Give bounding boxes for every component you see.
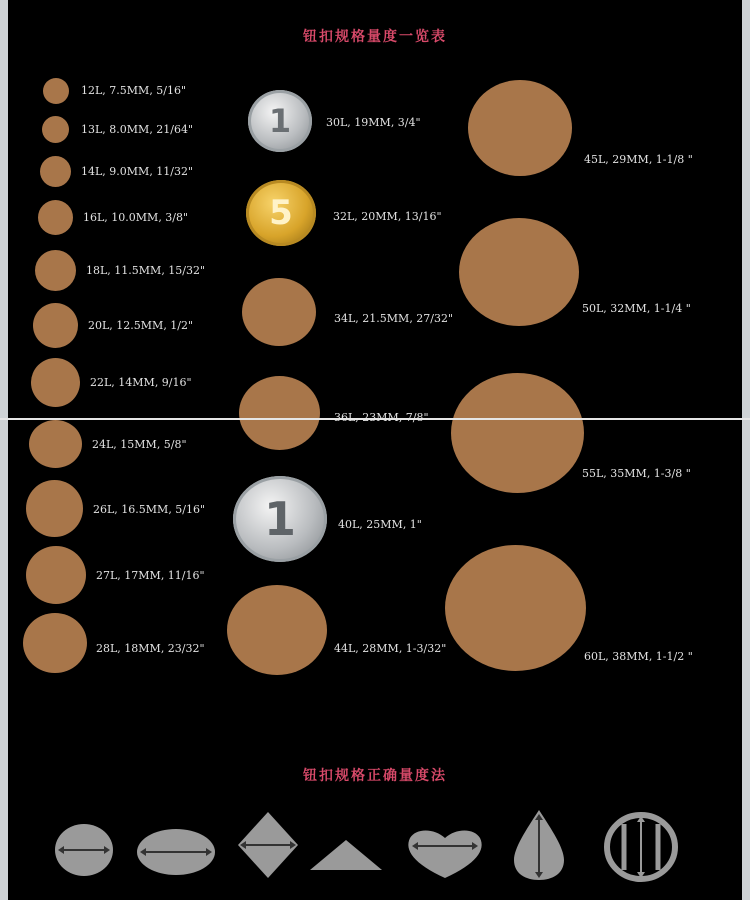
button-swatch-44l [227, 585, 327, 675]
size-label-50l: 50L, 32MM, 1-1/4 " [582, 302, 691, 315]
size-label-55l: 55L, 35MM, 1-3/8 " [582, 467, 691, 480]
button-swatch-14l [40, 156, 71, 187]
size-label-28l: 28L, 18MM, 23/32" [96, 642, 205, 655]
size-label-18l: 18L, 11.5MM, 15/32" [86, 264, 206, 277]
coin-face-value: 1 [263, 492, 296, 546]
size-label-60l: 60L, 38MM, 1-1/2 " [584, 650, 693, 663]
heart-button-measure-icon [404, 826, 486, 880]
size-label-22l: 22L, 14MM, 9/16" [90, 376, 192, 389]
size-label-44l: 44L, 28MM, 1-3/32" [334, 642, 447, 655]
ring-button-measure-icon [604, 812, 678, 882]
measurement-method-title: 钮扣规格正确量度法 [303, 768, 447, 784]
size-label-45l: 45L, 29MM, 1-1/8 " [584, 153, 693, 166]
size-label-14l: 14L, 9.0MM, 11/32" [81, 165, 194, 178]
button-swatch-12l [43, 78, 69, 104]
button-swatch-20l [33, 303, 78, 348]
coin-face-value: 1 [268, 102, 292, 140]
button-swatch-28l [23, 613, 87, 673]
button-swatch-16l [38, 200, 73, 235]
button-swatch-55l [451, 373, 584, 493]
button-swatch-36l [239, 376, 320, 450]
button-swatch-22l [31, 358, 80, 407]
coin-five-jiao [246, 180, 316, 246]
diamond-button-measure-icon [236, 810, 300, 880]
button-swatch-18l [35, 250, 76, 291]
button-swatch-45l [468, 80, 572, 176]
button-swatch-13l [42, 116, 69, 143]
size-label-13l: 13L, 8.0MM, 21/64" [81, 123, 194, 136]
page-title: 钮扣规格量度一览表 [303, 29, 447, 45]
button-swatch-34l [242, 278, 316, 346]
chart-canvas [8, 0, 742, 900]
size-label-32l: 32L, 20MM, 13/16" [333, 210, 442, 223]
size-label-26l: 26L, 16.5MM, 5/16" [93, 503, 206, 516]
coin-one-yuan-large [233, 476, 327, 562]
button-swatch-27l [26, 546, 86, 604]
size-label-30l: 30L, 19MM, 3/4" [326, 116, 421, 129]
oval-button-measure-icon [136, 828, 216, 876]
button-swatch-26l [26, 480, 83, 537]
button-swatch-60l [445, 545, 586, 671]
round-button-measure-icon [54, 822, 114, 878]
size-label-27l: 27L, 17MM, 11/16" [96, 569, 205, 582]
size-label-40l: 40L, 25MM, 1" [338, 518, 422, 531]
size-label-20l: 20L, 12.5MM, 1/2" [88, 319, 194, 332]
teardrop-button-measure-icon [512, 808, 566, 882]
size-label-12l: 12L, 7.5MM, 5/16" [81, 84, 187, 97]
divider-line [0, 418, 750, 420]
size-label-24l: 24L, 15MM, 5/8" [92, 438, 187, 451]
triangle-button-measure-icon [308, 838, 384, 872]
button-swatch-24l [29, 420, 82, 468]
coin-one-yuan-small [248, 90, 312, 152]
size-label-16l: 16L, 10.0MM, 3/8" [83, 211, 189, 224]
size-label-34l: 34L, 21.5MM, 27/32" [334, 312, 454, 325]
button-swatch-50l [459, 218, 579, 326]
coin-face-value: 5 [269, 193, 293, 233]
